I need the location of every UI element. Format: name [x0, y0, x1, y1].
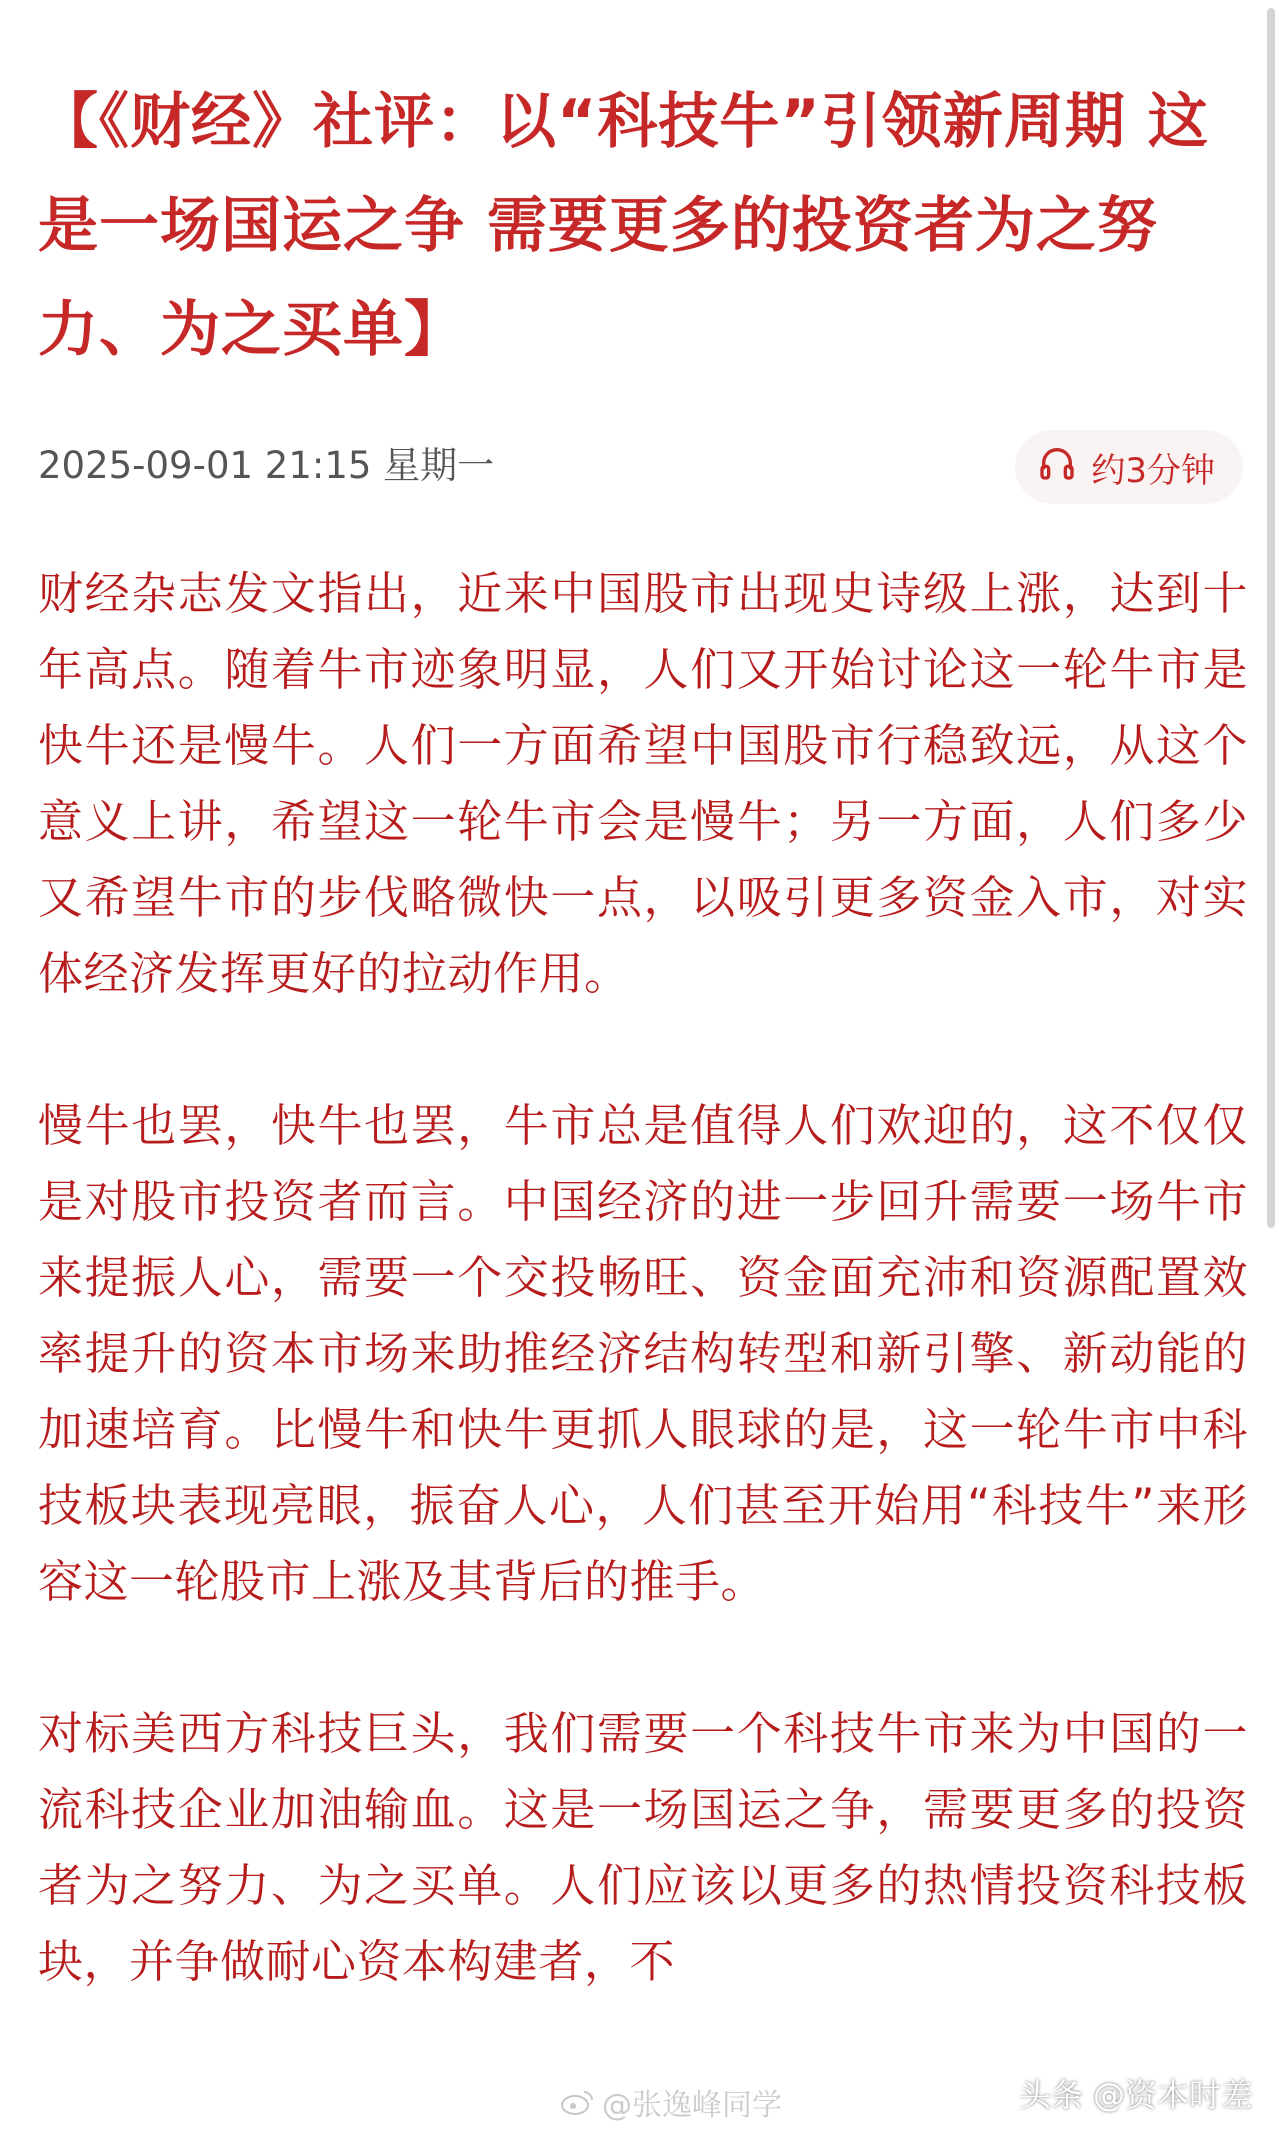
scrollbar-thumb[interactable] [1267, 8, 1275, 1228]
article-paragraph: 对标美西方科技巨头，我们需要一个科技牛市来为中国的一流科技企业加油输血。这是一场国运之争，需要更多的投资者为之努力、为之买单。人们应该以更多的热情投资科技板块，并争做耐心资本构建者，不 [38, 1707, 1248, 1988]
article-paragraph: 慢牛也罢，快牛也罢，牛市总是值得人们欢迎的，这不仅仅是对股市投资者而言。中国经济的进一步回升需要一场牛市来提振人心，需要一个交投畅旺、资金面充沛和资源配置效率提升的资本市场来助推经济结构转型和新引擎、新动能的加速培育。比慢牛和快牛更抓人眼球的是，这一轮牛市中科技板块表现亮眼，振奋人心，人们甚至开始用“科技牛”来形容这一轮股市上涨及其背后的推手。 [38, 1099, 1248, 1608]
weibo-watermark-text: @张逸峰同学 [602, 2088, 782, 2123]
article-body [38, 556, 1248, 2076]
article-meta [38, 430, 1243, 500]
headphones-icon [1037, 443, 1091, 492]
publish-datetime: 2025-09-01 21:15 星期一 [38, 444, 495, 487]
weibo-watermark [560, 2080, 782, 2124]
listen-button[interactable] [1015, 430, 1243, 504]
article-header [38, 70, 1243, 382]
toutiao-watermark: 头条 @资本时差 [1018, 2076, 1253, 2114]
listen-duration-label: 约3分钟 [1091, 450, 1215, 491]
weibo-icon [560, 2088, 594, 2116]
article-title: 【《财经》社评：以“科技牛”引领新周期 这是一场国运之争 需要更多的投资者为之努力、为之买单】 [38, 87, 1209, 365]
article-paragraph: 财经杂志发文指出，近来中国股市出现史诗级上涨，达到十年高点。随着牛市迹象明显，人们又开始讨论这一轮牛市是快牛还是慢牛。人们一方面希望中国股市行稳致远，从这个意义上讲，希望这一轮牛市会是慢牛；另一方面，人们多少又希望牛市的步伐略微快一点，以吸引更多资金入市，对实体经济发挥更好的拉动作用。 [38, 567, 1248, 1000]
